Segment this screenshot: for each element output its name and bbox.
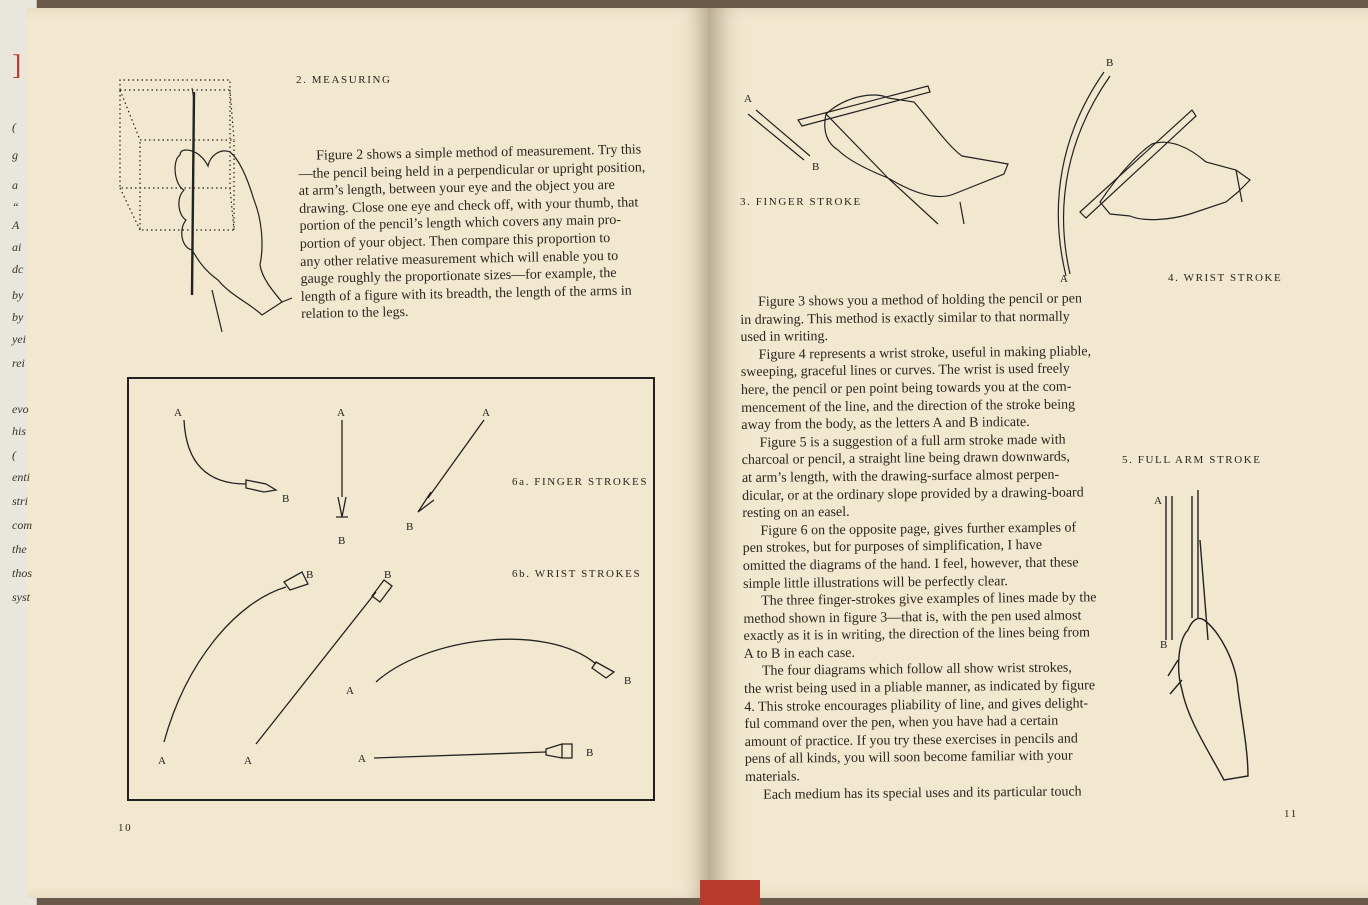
- point-b-label: B: [282, 493, 290, 505]
- margin-fragment: the: [12, 542, 27, 556]
- text-line: exactly as it is in writing, the direction of the lines being from: [743, 625, 1091, 645]
- point-b-label: B: [624, 675, 632, 687]
- text-line: omitted the diagrams of the hand. I feel, however, that these: [742, 555, 1079, 574]
- point-b-label: B: [812, 161, 820, 173]
- figure-5-caption: 5. FULL ARM STROKE: [1122, 454, 1262, 466]
- margin-fragment: com: [12, 518, 32, 532]
- stroke-point-labels: [158, 407, 631, 767]
- margin-fragment: yei: [12, 332, 26, 346]
- left-page: [26, 8, 708, 898]
- point-a-label: A: [358, 753, 366, 765]
- text-line: here, the pencil or pen point being towards you at the com-: [740, 379, 1072, 398]
- margin-fragment: stri: [12, 494, 29, 508]
- point-b-label: B: [1160, 639, 1168, 651]
- text-line: pen strokes, but for purposes of simplification, I have: [742, 538, 1043, 557]
- text-line: ful command over the pen, when you have had a certain: [744, 713, 1059, 733]
- margin-fragment: (: [12, 120, 16, 134]
- margin-fragment: by: [12, 310, 24, 324]
- point-b-label: B: [1106, 57, 1114, 69]
- text-line: Figure 3 shows you a method of holding the pencil or pen: [758, 291, 1083, 310]
- margin-fragment: syst: [12, 590, 30, 604]
- text-line: pens of all kinds, you will soon become familiar with your: [744, 748, 1073, 768]
- text-line: at arm’s length, between your eye and the object you are: [298, 178, 615, 200]
- text-line: Figure 5 is a suggestion of a full arm stroke made with: [759, 432, 1066, 451]
- point-a-label: A: [174, 407, 182, 419]
- text-line: Figure 2 shows a simple method of measurement. Try this: [316, 142, 642, 164]
- book-cover-edge: [700, 880, 760, 905]
- text-line: Figure 4 represents a wrist stroke, useful in making pliable,: [758, 344, 1092, 363]
- point-b-label: B: [406, 521, 414, 533]
- point-a-label: A: [744, 93, 752, 105]
- text-line: The three finger-strokes give examples of lines made by the: [761, 590, 1097, 609]
- point-a-label: A: [244, 755, 252, 767]
- margin-fragment: A: [12, 218, 20, 232]
- margin-fragment: by: [12, 288, 24, 302]
- margin-fragment: ai: [12, 240, 22, 254]
- margin-fragment: dc: [12, 262, 24, 276]
- text-line: length of a figure with its breadth, the length of the arms in: [300, 283, 632, 305]
- margin-fragment: rei: [12, 356, 25, 370]
- text-line: The four diagrams which follow all show wrist strokes,: [761, 661, 1072, 680]
- point-a-label: A: [1060, 273, 1068, 282]
- text-line: the wrist being used in a pliable manner, as indicated by figure: [744, 678, 1096, 698]
- page-number: 11: [1284, 808, 1298, 820]
- text-line: relation to the legs.: [301, 305, 409, 323]
- figure-4-wrist-stroke-illustration: [1040, 52, 1290, 282]
- text-line: —the pencil being held in a perpendicular or upright position,: [298, 159, 646, 182]
- text-line: amount of practice. If you try these exercises in pencils and: [744, 731, 1078, 750]
- figure-4-caption: 4. WRIST STROKE: [1168, 272, 1283, 284]
- text-line: used in writing.: [740, 329, 829, 346]
- margin-fragment: ]: [12, 50, 22, 81]
- point-b-label: B: [384, 569, 392, 581]
- margin-fragment: enti: [12, 470, 30, 484]
- point-a-label: A: [482, 407, 490, 419]
- text-line: mencement of the line, and the direction of the stroke being: [741, 397, 1076, 416]
- text-line: method shown in figure 3—that is, with the pen used almost: [743, 608, 1082, 627]
- margin-fragment: evo: [12, 402, 29, 416]
- text-line: Each medium has its special uses and its particular touch: [763, 784, 1082, 803]
- point-b-label: B: [338, 535, 346, 547]
- text-line: simple little illustrations will be perfectly clear.: [742, 573, 1008, 592]
- section-heading: 2. MEASURING: [296, 74, 392, 86]
- margin-fragment: “: [12, 200, 19, 214]
- text-line: 4. This stroke encourages pliability of line, and gives delight-: [744, 696, 1089, 715]
- text-line: portion of the pencil’s length which covers any main pro-: [299, 213, 622, 235]
- point-a-label: A: [158, 755, 166, 767]
- measuring-paragraph: [298, 141, 671, 324]
- text-line: gauge roughly the proportionate sizes—for example, the: [300, 266, 617, 288]
- margin-fragment: his: [12, 424, 27, 438]
- page-number: 10: [118, 822, 133, 834]
- text-line: any other relative measurement which will enable you to: [300, 248, 619, 270]
- point-b-label: B: [306, 569, 314, 581]
- margin-fragment: thos: [12, 566, 33, 580]
- right-page: [708, 8, 1368, 898]
- margin-fragment: (: [12, 448, 16, 462]
- text-line: away from the body, as the letters A and B indicate.: [741, 415, 1030, 434]
- text-line: dicular, or at the ordinary slope provided by a drawing-board: [742, 484, 1084, 504]
- margin-fragment: g: [12, 148, 18, 162]
- margin-fragment: a: [12, 178, 18, 192]
- text-line: drawing. Close one eye and check off, with your thumb, that: [299, 195, 639, 217]
- point-a-label: A: [337, 407, 345, 419]
- figure-3-caption: 3. FINGER STROKE: [740, 196, 862, 208]
- text-line: in drawing. This method is exactly similar to that normally: [740, 309, 1070, 328]
- figure-2-measuring-hand-illustration: [112, 70, 292, 340]
- point-a-label: A: [346, 685, 354, 697]
- text-line: at arm’s length, with the drawing-surface almost perpen-: [741, 467, 1060, 486]
- point-b-label: B: [586, 747, 594, 759]
- point-a-label: A: [1154, 495, 1162, 507]
- text-line: charcoal or pencil, a straight line being drawn downwards,: [741, 449, 1070, 469]
- text-line: resting on an easel.: [742, 504, 850, 522]
- strokes-text-column: [740, 290, 1113, 804]
- figure-6-strokes-box: [126, 372, 670, 802]
- text-line: portion of your object. Then compare this proportion to: [299, 230, 611, 252]
- figure-6a-label: 6a. FINGER STROKES: [512, 476, 649, 488]
- text-line: Figure 6 on the opposite page, gives further examples of: [760, 520, 1077, 539]
- figure-5-full-arm-stroke-illustration: [1148, 480, 1298, 800]
- text-line: A to B in each case.: [743, 645, 856, 662]
- text-line: sweeping, graceful lines or curves. The wrist is used freely: [740, 361, 1070, 381]
- figure-6b-label: 6b. WRIST STROKES: [512, 568, 642, 580]
- figure-3-finger-stroke-illustration: [738, 74, 1018, 234]
- text-line: materials.: [744, 769, 800, 786]
